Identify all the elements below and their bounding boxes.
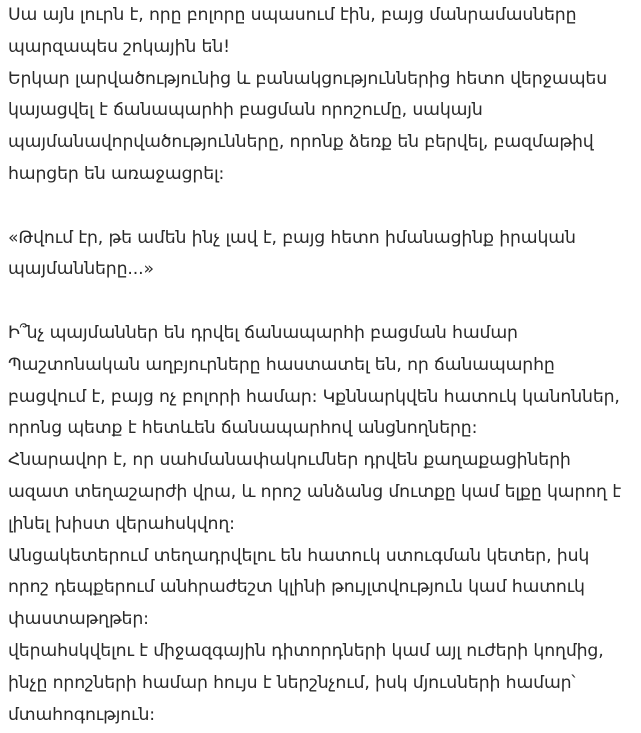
quote-line: «Թվում էր, թե ամեն ինչ լավ է, բայց հետո իմանացինք իրական — [8, 227, 576, 248]
text-line: բացվում է, բայց ոչ բոլորի համար: Կքննարկվեն հատուկ կանոններ, — [8, 386, 620, 407]
paragraph-gap — [8, 286, 638, 318]
text-line: որոշ դեպքերում անհրաժեշտ կլինի թույլտվություն կամ հատուկ — [8, 577, 585, 598]
text-line: Երկար լարվածությունից և բանակցություններից հետո վերջապես — [8, 68, 608, 89]
text-line: փաստաթղթեր: — [8, 609, 149, 630]
text-line: ինչը որոշների համար հույս է ներշնչում, իսկ մյուսների համար՝ — [8, 672, 576, 693]
text-line: լինել խիստ վերահսկվող: — [8, 513, 235, 534]
text-line: պարզապես շոկային են! — [8, 36, 230, 57]
text-line: ազատ տեղաշարժի վրա, և որոշ անձանց մուտքը կամ ելքը կարող է — [8, 481, 621, 502]
text-line: Հնարավոր է, որ սահմանափակումներ դրվեն քաղաքացիների — [8, 450, 571, 471]
text-line: մտահոգություն: — [8, 704, 155, 725]
quote-line: պայմանները...» — [8, 259, 154, 280]
text-line: կայացվել է ճանապարհի բացման որոշումը, սակայն — [8, 100, 483, 121]
text-line: որոնց պետք է հետևեն ճանապարհով անցնողները: — [8, 418, 478, 439]
section-heading: Ի՞նչ պայմաններ են դրվել ճանապարհի բացման համար — [8, 322, 518, 343]
text-line: Սա այն լուրն է, որը բոլորը սպասում էին, բայց մանրամասները — [8, 5, 577, 25]
paragraph-gap — [8, 191, 638, 223]
article-body — [8, 0, 638, 731]
text-line: վերահսկվելու է միջազգային դիտորդների կամ այլ ուժերի կողմից, — [8, 640, 604, 661]
text-line: պայմանավորվածությունները, որոնք ձեռք են բերվել, բազմաթիվ — [8, 132, 594, 153]
text-line: Պաշտոնական աղբյուրները հաստատել են, որ ճանապարհը — [8, 354, 555, 375]
text-line: Անցակետերում տեղադրվելու են հատուկ ստուգման կետեր, իսկ — [8, 545, 590, 566]
text-line: հարցեր են առաջացրել: — [8, 163, 225, 184]
